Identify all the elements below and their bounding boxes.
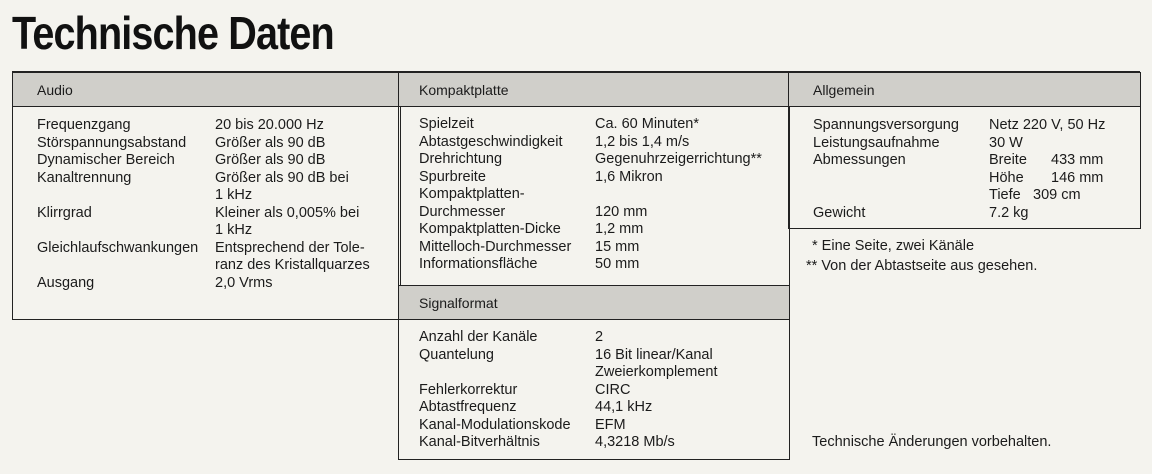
- spec-row: [13, 135, 400, 153]
- spec-value: 1,2 mm: [595, 221, 644, 237]
- spec-value: 15 mm: [595, 238, 640, 255]
- spec-value: 16 Bit linear/Kanal: [595, 346, 713, 363]
- spec-value: Größer als 90 dB: [215, 152, 326, 168]
- footnote-two: ** Von der Abtastseite aus gesehen.: [806, 258, 1038, 274]
- spec-value: Entsprechend der Tole-: [215, 239, 365, 256]
- spec-value: Kleiner als 0,005% bei: [215, 204, 360, 221]
- spec-label: Drehrichtung: [419, 151, 503, 167]
- audio-rows: [13, 117, 400, 292]
- consumption-value: 30 W: [989, 134, 1023, 151]
- compact-disc-heading: Kompaktplatte: [399, 73, 789, 107]
- audio-section: [12, 72, 401, 320]
- spec-row: [399, 382, 789, 400]
- spec-label: Anzahl der Kanäle: [419, 329, 538, 345]
- spec-value: Gegenuhrzeigerrichtung**: [595, 151, 762, 167]
- width-value: 433 mm: [1051, 152, 1104, 168]
- height-value: 146 mm: [1051, 169, 1104, 186]
- dimensions-label: Abmessungen: [813, 152, 906, 168]
- spec-row: [13, 240, 400, 258]
- spec-value: 1,6 Mikron: [595, 168, 663, 185]
- depth-value: 309 cm: [1033, 187, 1081, 203]
- spec-label: Frequenzgang: [37, 117, 131, 133]
- spec-row: [399, 347, 789, 365]
- spec-value: 1 kHz: [215, 187, 253, 203]
- spec-row: [13, 222, 400, 240]
- spec-value: 2,0 Vrms: [215, 274, 273, 291]
- compact-disc-rows: [399, 116, 789, 274]
- spec-row: [399, 221, 789, 239]
- spec-value: 20 bis 20.000 Hz: [215, 117, 324, 133]
- spec-label: Abtastfrequenz: [419, 399, 517, 415]
- spec-label: Ausgang: [37, 274, 95, 291]
- spec-label: Kanaltrennung: [37, 169, 132, 186]
- height-label: Höhe: [989, 169, 1024, 186]
- spec-value: 1,2 bis 1,4 m/s: [595, 133, 690, 150]
- spec-label: Klirrgrad: [37, 204, 92, 221]
- signal-format-heading: Signalformat: [399, 286, 789, 320]
- spec-row: [399, 134, 789, 152]
- spec-row: [399, 434, 789, 452]
- spec-row: [399, 169, 789, 187]
- compact-disc-section: [398, 72, 790, 287]
- spec-label: Dynamischer Bereich: [37, 152, 175, 168]
- spec-label: Durchmesser: [419, 203, 506, 220]
- spec-label: Kompaktplatten-: [419, 186, 525, 202]
- spec-value: ranz des Kristallquarzes: [215, 257, 370, 273]
- spec-value: CIRC: [595, 381, 631, 398]
- page-title: Technische Daten: [12, 7, 334, 59]
- spec-value: 1 kHz: [215, 222, 253, 238]
- spec-label: Störspannungsabstand: [37, 134, 187, 151]
- spec-label: Gleichlaufschwankungen: [37, 239, 199, 256]
- spec-value: Größer als 90 dB bei: [215, 169, 349, 186]
- width-label: Breite: [989, 152, 1027, 168]
- weight-value: 7.2 kg: [989, 204, 1029, 221]
- spec-row: [399, 239, 789, 257]
- general-content: [789, 117, 1140, 222]
- spec-value: 2: [595, 329, 604, 345]
- spec-row: [399, 417, 789, 435]
- spec-row: [13, 117, 400, 135]
- spec-row: [399, 399, 789, 417]
- spec-label: Kompaktplatten-Dicke: [419, 221, 561, 237]
- signal-format-rows: [399, 329, 789, 452]
- spec-label: Informationsfläche: [419, 256, 538, 272]
- consumption-label: Leistungsaufnahme: [813, 134, 940, 151]
- footnote-one: * Eine Seite, zwei Känäle: [812, 238, 975, 254]
- spec-row: [399, 116, 789, 134]
- spec-value: Ca. 60 Minuten*: [595, 116, 699, 132]
- spec-value: Zweierkomplement: [595, 364, 718, 380]
- spec-label: Kanal-Bitverhältnis: [419, 434, 540, 450]
- spec-row: [399, 204, 789, 222]
- spec-value: 50 mm: [595, 256, 640, 272]
- spec-row: [399, 186, 789, 204]
- depth-label: Tiefe: [989, 187, 1021, 203]
- spec-row: [399, 256, 789, 274]
- spec-value: 44,1 kHz: [595, 399, 653, 415]
- spec-row: [13, 170, 400, 188]
- spec-row: [399, 364, 789, 382]
- spec-value: EFM: [595, 416, 626, 433]
- spec-row: [399, 151, 789, 169]
- spec-label: Abtastgeschwindigkeit: [419, 133, 563, 150]
- spec-row: [13, 205, 400, 223]
- spec-label: Mittelloch-Durchmesser: [419, 238, 572, 255]
- general-heading: Allgemein: [789, 73, 1140, 107]
- spec-row: [13, 257, 400, 275]
- spec-label: Spurbreite: [419, 168, 486, 185]
- spec-label: Kanal-Modulationskode: [419, 416, 571, 433]
- spec-value: Größer als 90 dB: [215, 134, 326, 151]
- disclaimer: Technische Änderungen vorbehalten.: [812, 434, 1052, 450]
- power-value: Netz 220 V, 50 Hz: [989, 117, 1106, 133]
- spec-row: [399, 329, 789, 347]
- spec-value: 4,3218 Mb/s: [595, 434, 675, 450]
- weight-label: Gewicht: [813, 204, 866, 221]
- audio-heading: Audio: [13, 73, 400, 107]
- signal-format-section: [398, 285, 790, 460]
- general-section: [788, 72, 1141, 229]
- spec-label: Fehlerkorrektur: [419, 381, 518, 398]
- power-label: Spannungsversorgung: [813, 117, 959, 133]
- spec-row: [13, 187, 400, 205]
- spec-value: 120 mm: [595, 203, 648, 220]
- spec-label: Spielzeit: [419, 116, 474, 132]
- spec-row: [13, 275, 400, 293]
- spec-label: Quantelung: [419, 346, 494, 363]
- spec-row: [13, 152, 400, 170]
